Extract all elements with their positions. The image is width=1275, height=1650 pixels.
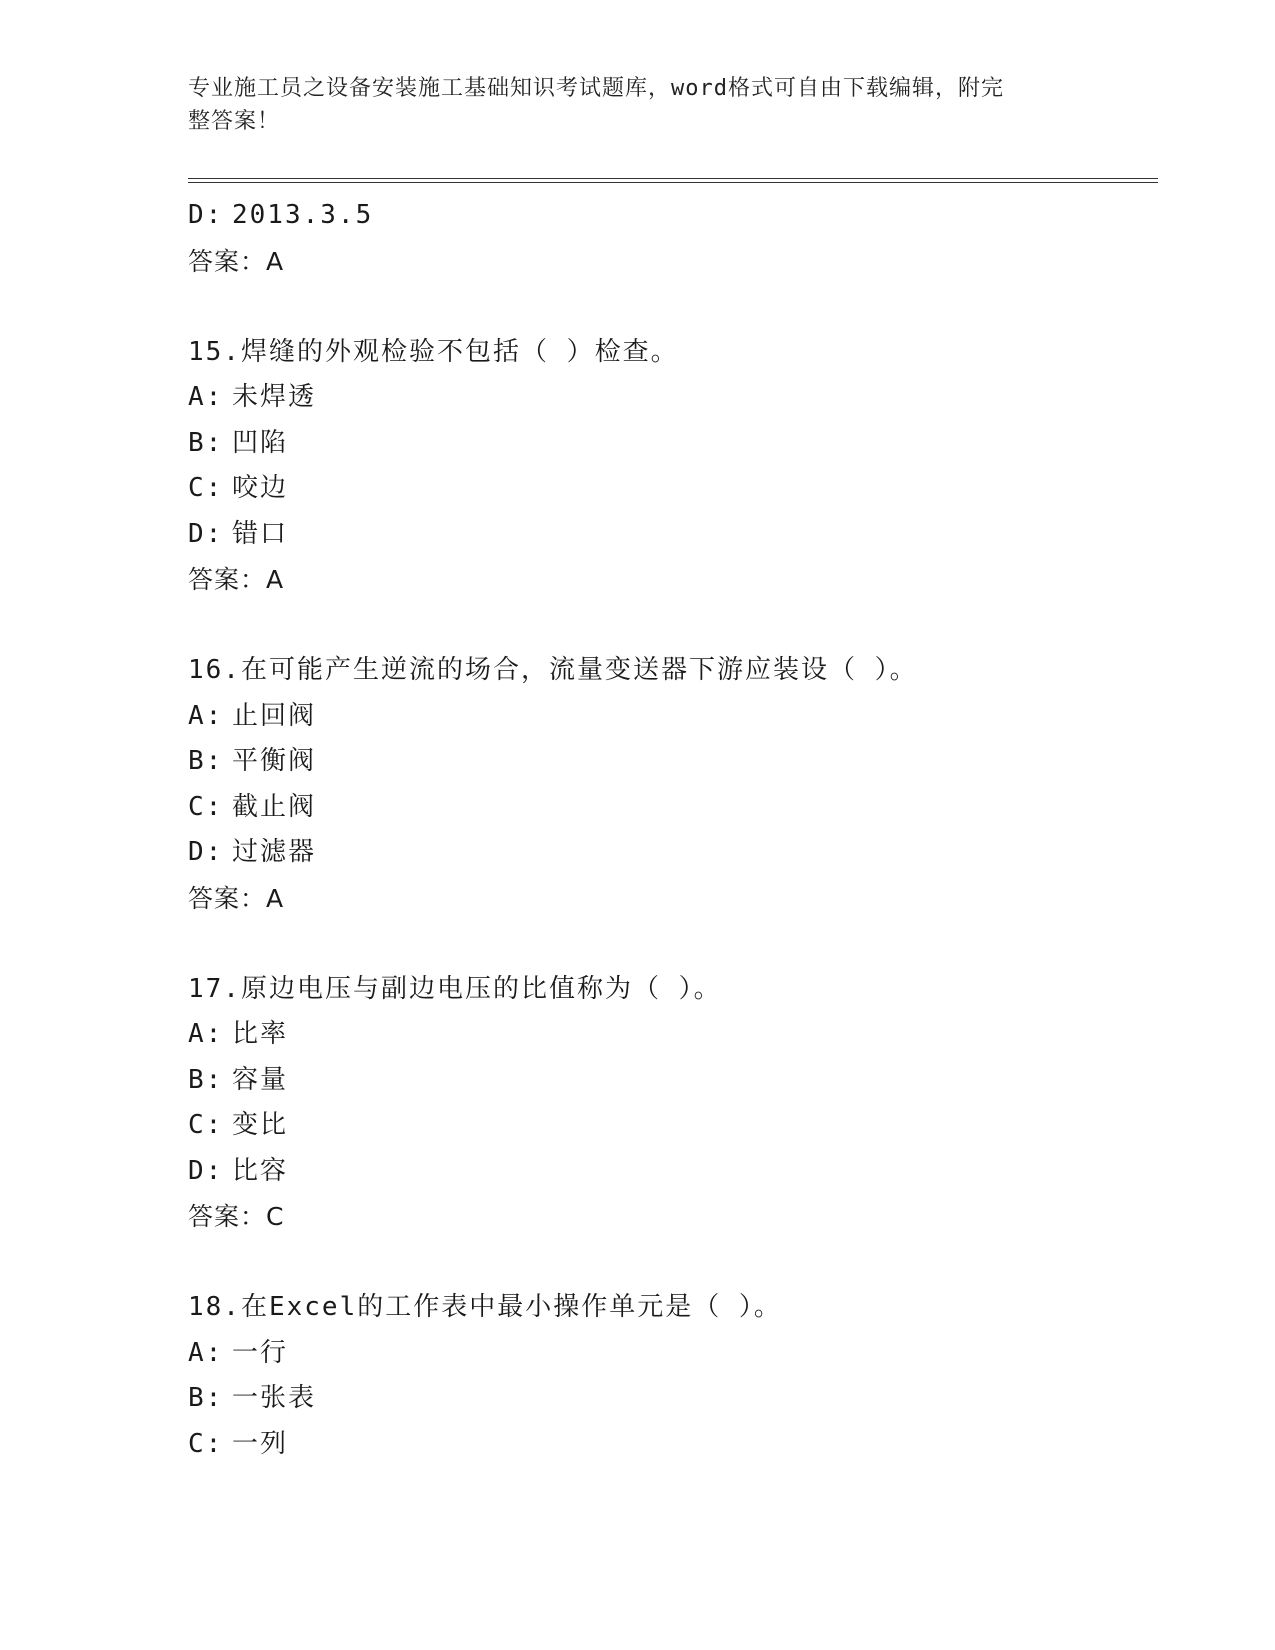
option-c xyxy=(188,1422,1158,1468)
option-c xyxy=(188,1103,1158,1149)
option-text: 比容 xyxy=(232,1155,289,1186)
option-d xyxy=(188,830,1158,876)
option-text: 过滤器 xyxy=(232,837,317,867)
question-17 xyxy=(188,967,1158,1240)
option-label: A: xyxy=(188,1019,224,1049)
question-stem: 18.在Excel的工作表中最小操作单元是（ ）。 xyxy=(188,1292,782,1322)
option-label: D: xyxy=(188,518,224,549)
option-label: A: xyxy=(188,700,224,731)
answer-line: 答案：A xyxy=(188,246,285,276)
option-text: 一行 xyxy=(232,1337,289,1368)
option-label: A: xyxy=(188,1337,224,1368)
option-label: D: xyxy=(188,1155,224,1186)
question-18 xyxy=(188,1285,1158,1467)
option-text: 错口 xyxy=(232,518,289,549)
option-a xyxy=(188,1012,1158,1058)
option-label: B: xyxy=(188,427,224,458)
option-c xyxy=(188,785,1158,831)
option-text: 咬边 xyxy=(232,473,289,503)
option-d xyxy=(188,193,1158,239)
option-b xyxy=(188,421,1158,467)
option-a xyxy=(188,1331,1158,1377)
option-text: 止回阀 xyxy=(232,700,317,731)
page-header xyxy=(188,72,1088,138)
option-label: D: xyxy=(188,200,224,230)
option-a xyxy=(188,375,1158,421)
header-double-rule xyxy=(188,178,1158,183)
question-stem: 15.焊缝的外观检验不包括（ ）检查。 xyxy=(188,336,679,367)
header-line-2: 整答案！ xyxy=(188,109,281,134)
option-text: 一张表 xyxy=(232,1383,317,1413)
option-label: C: xyxy=(188,791,224,822)
header-line-1: 专业施工员之设备安装施工基础知识考试题库，word格式可自由下载编辑，附完 xyxy=(188,76,1004,101)
document-body xyxy=(188,193,1158,1467)
option-d xyxy=(188,512,1158,558)
option-c xyxy=(188,466,1158,512)
answer-line: 答案：C xyxy=(188,1202,285,1231)
question-stem: 16.在可能产生逆流的场合，流量变送器下游应装设（ ）。 xyxy=(188,655,918,685)
option-label: B: xyxy=(188,746,224,776)
option-text: 平衡阀 xyxy=(232,746,317,776)
option-text: 2013.3.5 xyxy=(232,200,374,230)
answer-line: 答案：A xyxy=(188,883,285,913)
option-label: A: xyxy=(188,382,224,412)
option-label: C: xyxy=(188,473,224,503)
option-label: B: xyxy=(188,1064,224,1095)
continuation-block xyxy=(188,193,1158,284)
option-b xyxy=(188,1058,1158,1104)
option-label: B: xyxy=(188,1383,224,1413)
option-label: D: xyxy=(188,837,224,867)
option-b xyxy=(188,739,1158,785)
question-15 xyxy=(188,330,1158,603)
option-text: 比率 xyxy=(232,1019,289,1049)
option-a xyxy=(188,694,1158,740)
option-b xyxy=(188,1376,1158,1422)
option-d xyxy=(188,1149,1158,1195)
option-label: C: xyxy=(188,1428,224,1459)
option-text: 截止阀 xyxy=(232,791,317,822)
option-text: 一列 xyxy=(232,1428,289,1459)
option-text: 未焊透 xyxy=(232,382,317,412)
option-text: 凹陷 xyxy=(232,427,289,458)
question-16 xyxy=(188,648,1158,921)
question-stem: 17.原边电压与副边电压的比值称为（ ）。 xyxy=(188,973,722,1004)
option-text: 变比 xyxy=(232,1110,289,1140)
option-label: C: xyxy=(188,1110,224,1140)
option-text: 容量 xyxy=(232,1064,289,1095)
answer-line: 答案：A xyxy=(188,565,285,594)
